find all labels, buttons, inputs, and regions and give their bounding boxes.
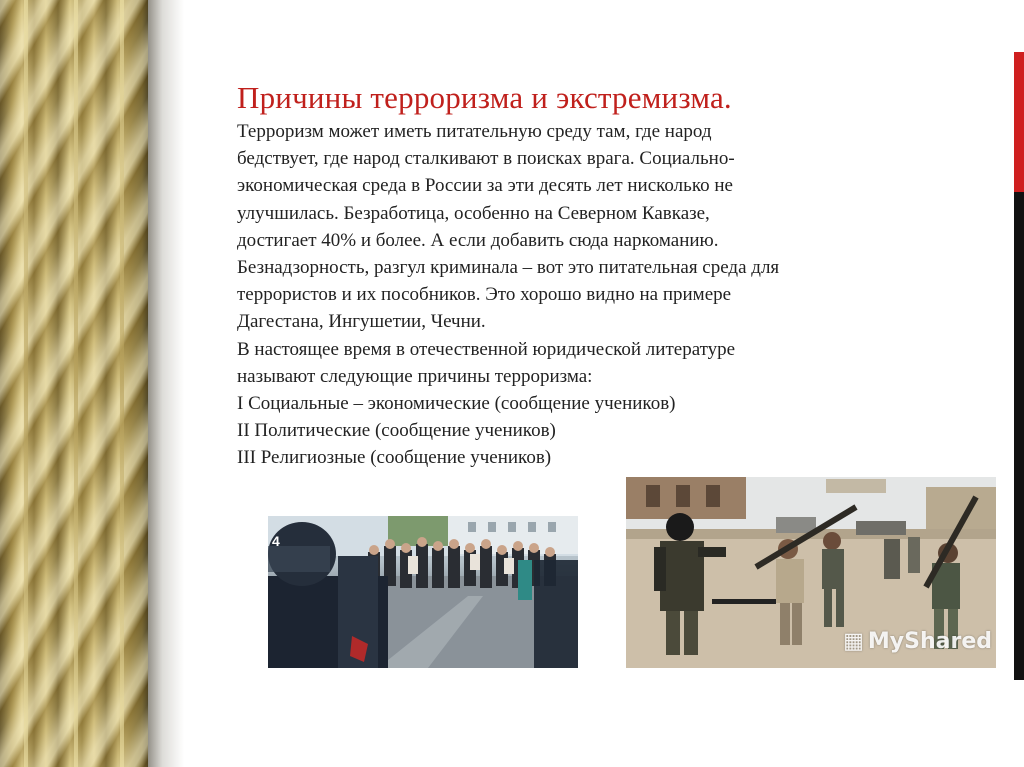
body-line: достигает 40% и более. А если добавить сюда наркоманию. — [237, 229, 719, 251]
body-line: террористов и их пособников. Это хорошо видно на примере — [237, 284, 732, 306]
body-line: называют следующие причины терроризма: — [237, 365, 593, 387]
list-item-religious: III Религиозные (сообщение учеников) — [237, 447, 552, 469]
body-line: бедствует, где народ сталкивают в поисках врага. Социально- — [237, 148, 735, 170]
right-accent-bar-black — [1014, 192, 1024, 680]
body-line: Терроризм может иметь питательную среду там, где народ — [237, 121, 712, 142]
helmet-number: 4 — [272, 533, 280, 549]
list-item-social-economic: I Социальные – экономические (сообщение учеников) — [237, 393, 676, 415]
slide-title: Причины терроризма и экстремизма. — [237, 80, 732, 115]
right-accent-bar-red — [1014, 52, 1024, 192]
body-line: В настоящее время в отечественной юридической литературе — [237, 338, 736, 360]
curtain-highlight — [74, 0, 78, 767]
riot-police-photo — [268, 516, 578, 668]
watermark-logo-icon: ▦ — [843, 629, 864, 654]
riot-police-illustration — [268, 516, 578, 668]
body-line: экономическая среда в России за эти десять лет нисколько не — [237, 175, 733, 197]
curtain-highlight — [120, 0, 124, 767]
curtain-shadow — [148, 0, 184, 767]
militants-photo — [626, 477, 996, 668]
myshared-watermark — [843, 629, 992, 654]
body-line: улучшилась. Безработица, особенно на Северном Кавказе, — [237, 202, 710, 224]
slide-body-text — [237, 118, 877, 472]
body-line: Безнадзорность, разгул криминала – вот это питательная среда для — [237, 257, 780, 279]
body-line: Дагестана, Ингушетии, Чечни. — [237, 311, 486, 333]
list-item-political: II Политические (сообщение учеников) — [237, 420, 556, 442]
curtain-highlight — [24, 0, 28, 767]
watermark-text: MyShared — [867, 629, 992, 654]
